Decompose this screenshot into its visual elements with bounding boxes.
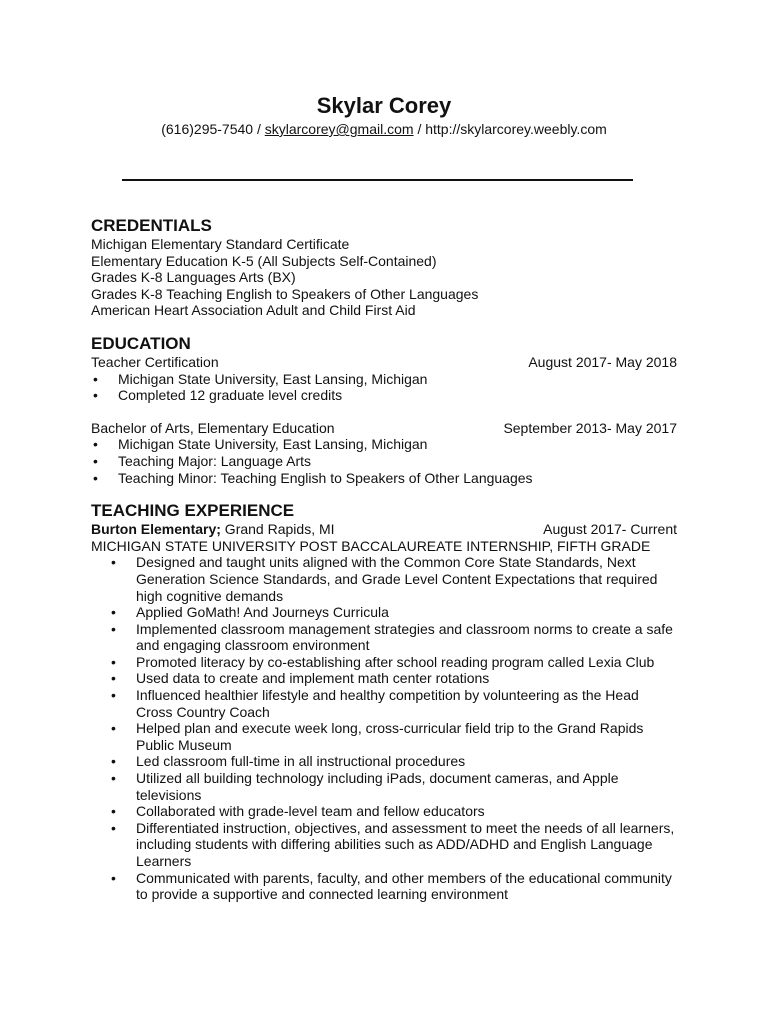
list-item: • Teaching Minor: Teaching English to Speakers of Other Languages	[91, 470, 677, 487]
list-item: • Differentiated instruction, objectives, and assessment to meet the needs of all learners, including students with differing abilities such as ADD/ADHD and English Language Learners	[91, 820, 677, 870]
experience-bullets	[91, 554, 677, 902]
website-text: / http://skylarcorey.weebly.com	[413, 121, 607, 137]
experience-role: MICHIGAN STATE UNIVERSITY POST BACCALAUREATE INTERNSHIP, FIFTH GRADE	[91, 537, 651, 554]
header-divider	[122, 179, 633, 181]
resume-body	[91, 216, 677, 903]
list-item: • Influenced healthier lifestyle and healthy competition by volunteering as the Head Cross Country Coach	[91, 687, 677, 720]
experience-section	[91, 501, 677, 903]
spacer	[91, 319, 677, 334]
list-item: • Promoted literacy by co-establishing after school reading program called Lexia Club	[91, 654, 677, 671]
section-title-credentials: CREDENTIALS	[91, 216, 212, 235]
employer-location: Grand Rapids, MI	[220, 521, 335, 538]
education-entry-header	[91, 354, 677, 371]
employer-line	[91, 521, 335, 538]
degree-name: Teacher Certification	[91, 353, 219, 370]
degree-name: Bachelor of Arts, Elementary Education	[91, 419, 335, 436]
credential-item: Michigan Elementary Standard Certificate	[91, 236, 350, 252]
list-item: • Michigan State University, East Lansing, Michigan	[91, 436, 677, 453]
education-section	[91, 334, 677, 486]
education-entry	[91, 420, 677, 486]
education-entry	[91, 354, 677, 404]
section-title-education: EDUCATION	[91, 333, 191, 353]
contact-line	[0, 120, 768, 138]
list-item: • Helped plan and execute week long, cross-curricular field trip to the Grand Rapids Public Museum	[91, 720, 677, 753]
list-item: • Implemented classroom management strategies and classroom norms to create a safe and engaging classroom environment	[91, 621, 677, 654]
credential-item: Grades K-8 Teaching English to Speakers of Other Languages	[91, 285, 479, 302]
resume-header	[0, 92, 768, 138]
list-item: • Completed 12 graduate level credits	[91, 387, 677, 404]
list-item: • Collaborated with grade-level team and fellow educators	[91, 803, 677, 820]
education-entry-header	[91, 420, 677, 437]
credential-item: American Heart Association Adult and Child First Aid	[91, 302, 416, 319]
list-item: • Applied GoMath! And Journeys Curricula	[91, 604, 677, 621]
list-item: • Michigan State University, East Lansing, Michigan	[91, 371, 677, 388]
email-link[interactable]: skylarcorey@gmail.com	[264, 121, 414, 137]
list-item: • Teaching Major: Language Arts	[91, 453, 677, 470]
education-bullets	[91, 436, 677, 486]
credential-item: Elementary Education K-5 (All Subjects Self-Contained)	[91, 252, 437, 269]
spacer	[91, 486, 677, 501]
list-item: • Communicated with parents, faculty, and other members of the educational community to provide a supportive and connected learning environment	[91, 870, 677, 903]
credential-item: Grades K-8 Languages Arts (BX)	[91, 269, 296, 286]
list-item: • Designed and taught units aligned with the Common Core State Standards, Next Generation Science Standards, and Grade Level Content Expectations that required high cognitive demands	[91, 554, 677, 604]
candidate-name: Skylar Corey	[316, 93, 452, 118]
list-item: • Led classroom full-time in all instructional procedures	[91, 753, 677, 770]
degree-dates: August 2017- May 2018	[528, 353, 677, 370]
phone-text: (616)295-7540 /	[161, 121, 265, 137]
spacer	[91, 404, 677, 420]
education-bullets	[91, 371, 677, 404]
list-item: • Used data to create and implement math center rotations	[91, 670, 677, 687]
degree-dates: September 2013- May 2017	[503, 419, 677, 436]
experience-entry-header	[91, 521, 677, 538]
credentials-section	[91, 216, 677, 319]
section-title-experience: TEACHING EXPERIENCE	[91, 501, 295, 521]
experience-dates: August 2017- Current	[543, 521, 677, 538]
employer-name: Burton Elementary;	[91, 521, 221, 538]
list-item: • Utilized all building technology including iPads, document cameras, and Apple televisions	[91, 770, 677, 803]
